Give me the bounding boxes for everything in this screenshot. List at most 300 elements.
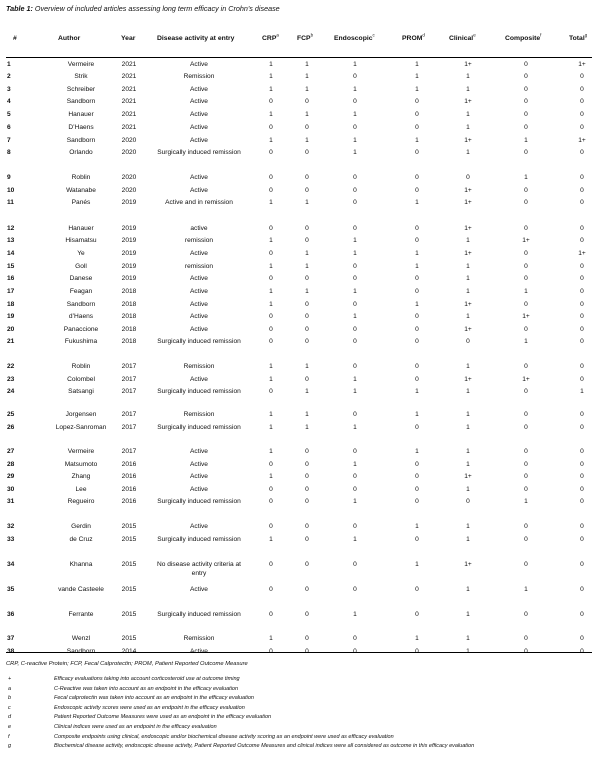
prom-cell: 1 xyxy=(415,448,419,455)
total-cell: 1+ xyxy=(578,61,586,68)
endoscopic-cell: 0 xyxy=(353,199,357,206)
fcp-cell: 1 xyxy=(305,263,309,270)
year-cell: 2014 xyxy=(121,648,137,655)
total-cell: 0 xyxy=(580,111,584,118)
author-cell: Schreiber xyxy=(66,86,96,93)
header-composite xyxy=(505,32,542,47)
activity-cell: Active xyxy=(190,486,208,493)
total-cell: 0 xyxy=(580,225,584,232)
author-cell: Sandborn xyxy=(66,98,96,105)
fcp-cell: 0 xyxy=(305,98,309,105)
header-fcp-label: FCP xyxy=(297,35,311,42)
header-fcp xyxy=(297,32,314,47)
clinical-cell: 1 xyxy=(466,388,470,395)
row-number: 37 xyxy=(7,635,15,642)
endoscopic-cell: 0 xyxy=(353,448,357,455)
author-cell: Lopez-Sanroman xyxy=(55,424,107,431)
footnote-text: Patient Reported Outcome Measures were used as an endpoint in the efficacy evaluation xyxy=(54,714,272,721)
endoscopic-cell: 1 xyxy=(353,111,357,118)
composite-cell: 0 xyxy=(524,149,528,156)
total-cell: 0 xyxy=(580,263,584,270)
fcp-cell: 1 xyxy=(305,111,309,118)
crp-cell: 0 xyxy=(269,338,273,345)
endoscopic-cell: 0 xyxy=(353,174,357,181)
activity-cell: Remission xyxy=(183,411,215,418)
header-prom-label: PROM xyxy=(402,35,423,42)
prom-cell: 0 xyxy=(415,326,419,333)
endoscopic-cell: 1 xyxy=(353,313,357,320)
total-cell: 0 xyxy=(580,536,584,543)
composite-cell: 0 xyxy=(524,635,528,642)
fcp-cell: 1 xyxy=(305,61,309,68)
endoscopic-cell: 0 xyxy=(353,561,357,568)
fcp-cell: 1 xyxy=(305,288,309,295)
composite-cell: 0 xyxy=(524,411,528,418)
clinical-cell: 1 xyxy=(466,648,470,655)
activity-cell: Remission xyxy=(183,635,215,642)
crp-cell: 0 xyxy=(269,611,273,618)
year-cell: 2021 xyxy=(121,61,137,68)
activity-cell: Active xyxy=(190,187,208,194)
total-cell: 0 xyxy=(580,424,584,431)
header-crp-label: CRP xyxy=(262,35,277,42)
activity-cell: Remission xyxy=(183,363,215,370)
header-clinical-label: Clinical xyxy=(449,35,474,42)
prom-cell: 0 xyxy=(415,498,419,505)
clinical-cell: 0 xyxy=(466,498,470,505)
header-clinical-sup: e xyxy=(473,32,476,38)
composite-cell: 1 xyxy=(524,498,528,505)
clinical-cell: 1+ xyxy=(464,561,472,568)
footnote-symbol: g xyxy=(8,743,12,750)
footnote xyxy=(0,743,600,752)
prom-cell: 1 xyxy=(415,73,419,80)
endoscopic-cell: 1 xyxy=(353,250,357,257)
header-endoscopic-label: Endoscopic xyxy=(334,35,373,42)
crp-cell: 0 xyxy=(269,275,273,282)
total-cell: 0 xyxy=(580,275,584,282)
crp-cell: 0 xyxy=(269,498,273,505)
composite-cell: 0 xyxy=(524,86,528,93)
clinical-cell: 1 xyxy=(466,411,470,418)
activity-cell: Active xyxy=(190,313,208,320)
total-cell: 0 xyxy=(580,124,584,131)
endoscopic-cell: 1 xyxy=(353,388,357,395)
fcp-cell: 0 xyxy=(305,174,309,181)
table-bottom-rule xyxy=(6,652,592,653)
activity-cell: remission xyxy=(184,237,214,244)
total-cell: 0 xyxy=(580,199,584,206)
fcp-cell: 0 xyxy=(305,237,309,244)
row-number: 34 xyxy=(7,561,15,568)
activity-cell: Active xyxy=(190,174,208,181)
endoscopic-cell: 1 xyxy=(353,237,357,244)
clinical-cell: 1+ xyxy=(464,376,472,383)
endoscopic-cell: 1 xyxy=(353,424,357,431)
fcp-cell: 0 xyxy=(305,461,309,468)
crp-cell: 1 xyxy=(269,288,273,295)
endoscopic-cell: 0 xyxy=(353,301,357,308)
year-cell: 2021 xyxy=(121,98,137,105)
footnote-symbol: e xyxy=(8,724,12,730)
crp-cell: 0 xyxy=(269,586,273,593)
crp-cell: 1 xyxy=(269,448,273,455)
prom-cell: 0 xyxy=(415,313,419,320)
prom-cell: 0 xyxy=(415,98,419,105)
fcp-cell: 0 xyxy=(305,635,309,642)
author-cell: Goll xyxy=(75,263,87,270)
prom-cell: 1 xyxy=(415,635,419,642)
prom-cell: 0 xyxy=(415,461,419,468)
crp-cell: 1 xyxy=(269,73,273,80)
clinical-cell: 1 xyxy=(466,486,470,493)
fcp-cell: 0 xyxy=(305,301,309,308)
author-cell: Strik xyxy=(74,73,88,80)
clinical-cell: 1+ xyxy=(464,61,472,68)
total-cell: 0 xyxy=(580,486,584,493)
total-cell: 0 xyxy=(580,363,584,370)
crp-cell: 0 xyxy=(269,250,273,257)
endoscopic-cell: 0 xyxy=(353,98,357,105)
fcp-cell: 0 xyxy=(305,536,309,543)
row-number: 33 xyxy=(7,536,15,543)
composite-cell: 0 xyxy=(524,648,528,655)
endoscopic-cell: 0 xyxy=(353,124,357,131)
year-cell: 2019 xyxy=(121,237,137,244)
row-number: 14 xyxy=(7,250,15,257)
year-cell: 2021 xyxy=(121,73,137,80)
year-cell: 2015 xyxy=(121,586,137,593)
header-prom xyxy=(402,32,425,47)
author-cell: d’Haens xyxy=(68,313,94,320)
table-title-prefix: Table 1: xyxy=(6,4,33,13)
year-cell: 2021 xyxy=(121,111,137,118)
composite-cell: 0 xyxy=(524,263,528,270)
endoscopic-cell: 0 xyxy=(353,263,357,270)
composite-cell: 0 xyxy=(524,124,528,131)
row-number: 23 xyxy=(7,376,15,383)
endoscopic-cell: 1 xyxy=(353,149,357,156)
total-cell: 0 xyxy=(580,86,584,93)
total-cell: 1 xyxy=(580,388,584,395)
header-crp-sup: a xyxy=(276,32,279,38)
author-cell: Watanabe xyxy=(66,187,96,194)
clinical-cell: 1+ xyxy=(464,187,472,194)
prom-cell: 0 xyxy=(415,648,419,655)
fcp-cell: 0 xyxy=(305,611,309,618)
row-number: 27 xyxy=(7,448,15,455)
total-cell: 0 xyxy=(580,461,584,468)
year-cell: 2016 xyxy=(121,461,137,468)
year-cell: 2017 xyxy=(121,363,137,370)
activity-cell: No disease activity criteria at entry xyxy=(157,561,241,577)
author-cell: Hisamatsu xyxy=(65,237,97,244)
fcp-cell: 1 xyxy=(305,199,309,206)
author-cell: Sandborn xyxy=(66,301,96,308)
clinical-cell: 1 xyxy=(466,523,470,530)
crp-cell: 0 xyxy=(269,98,273,105)
total-cell: 0 xyxy=(580,611,584,618)
year-cell: 2020 xyxy=(121,174,137,181)
footnote-text: Efficacy evaluations taking into account corticosteroid use at outcome timing xyxy=(54,676,240,682)
row-number: 16 xyxy=(7,275,15,282)
clinical-cell: 1 xyxy=(466,73,470,80)
endoscopic-cell: 0 xyxy=(353,73,357,80)
author-cell: D’Haens xyxy=(68,124,94,131)
activity-cell: Active xyxy=(190,124,208,131)
header-activity: Disease activity at entry xyxy=(157,35,235,42)
header-fcp-sup: b xyxy=(310,32,314,38)
clinical-cell: 1+ xyxy=(464,473,472,480)
endoscopic-cell: 1 xyxy=(353,498,357,505)
year-cell: 2016 xyxy=(121,473,137,480)
activity-cell: Surgically induced remission xyxy=(157,536,241,543)
author-cell: Khanna xyxy=(69,561,93,568)
clinical-cell: 1+ xyxy=(464,199,472,206)
crp-cell: 1 xyxy=(269,263,273,270)
row-number: 24 xyxy=(7,388,15,395)
clinical-cell: 1 xyxy=(466,448,470,455)
composite-cell: 0 xyxy=(524,61,528,68)
fcp-cell: 1 xyxy=(305,424,309,431)
clinical-cell: 1 xyxy=(466,288,470,295)
header-total xyxy=(569,32,588,47)
footnote-text: C-Reactive was taken into account as an endpoint in the efficacy evaluation xyxy=(54,685,239,692)
prom-cell: 0 xyxy=(415,225,419,232)
clinical-cell: 1+ xyxy=(464,326,472,333)
year-cell: 2017 xyxy=(121,424,137,431)
activity-cell: Surgically induced remission xyxy=(157,424,241,431)
activity-cell: active xyxy=(190,225,208,232)
year-cell: 2016 xyxy=(121,498,137,505)
footnote-text: Clinical indices were used as an endpoint in the efficacy evaluation xyxy=(54,724,217,730)
footnote xyxy=(0,695,600,704)
year-cell: 2015 xyxy=(121,635,137,642)
footnote xyxy=(0,714,600,723)
row-number: 18 xyxy=(7,301,15,308)
crp-cell: 1 xyxy=(269,635,273,642)
fcp-cell: 1 xyxy=(305,73,309,80)
activity-cell: Active xyxy=(190,326,208,333)
composite-cell: 0 xyxy=(524,486,528,493)
fcp-cell: 0 xyxy=(305,338,309,345)
prom-cell: 1 xyxy=(415,86,419,93)
clinical-cell: 1 xyxy=(466,124,470,131)
activity-cell: Active xyxy=(190,376,208,383)
endoscopic-cell: 1 xyxy=(353,376,357,383)
activity-cell: Active xyxy=(190,288,208,295)
footnote-symbol: f xyxy=(8,733,10,740)
prom-cell: 1 xyxy=(415,561,419,568)
author-cell: Roblin xyxy=(71,363,91,370)
year-cell: 2021 xyxy=(121,86,137,93)
total-cell: 1+ xyxy=(578,137,586,144)
prom-cell: 0 xyxy=(415,149,419,156)
crp-cell: 0 xyxy=(269,461,273,468)
row-number: 20 xyxy=(7,326,15,333)
total-cell: 0 xyxy=(580,448,584,455)
header-crp xyxy=(262,32,279,47)
author-cell: Ferrante xyxy=(68,611,94,618)
activity-cell: Active xyxy=(190,98,208,105)
fcp-cell: 0 xyxy=(305,473,309,480)
total-cell: 0 xyxy=(580,523,584,530)
activity-cell: Active xyxy=(190,111,208,118)
clinical-cell: 1 xyxy=(466,461,470,468)
year-cell: 2017 xyxy=(121,411,137,418)
total-cell: 1+ xyxy=(578,250,586,257)
table-title-text: Overview of included articles assessing long term efficacy in Crohn’s disease xyxy=(32,4,280,13)
row-number: 7 xyxy=(7,137,11,144)
author-cell: Hanauer xyxy=(68,111,94,118)
crp-cell: 0 xyxy=(269,124,273,131)
row-number: 8 xyxy=(7,149,11,156)
author-cell: Fukushima xyxy=(64,338,98,345)
crp-cell: 0 xyxy=(269,388,273,395)
row-number: 32 xyxy=(7,523,15,530)
clinical-cell: 1 xyxy=(466,313,470,320)
author-cell: Matsumoto xyxy=(64,461,98,468)
year-cell: 2015 xyxy=(121,561,137,568)
author-cell: Hanauer xyxy=(68,225,94,232)
row-number: 13 xyxy=(7,237,15,244)
composite-cell: 0 xyxy=(524,448,528,455)
crp-cell: 0 xyxy=(269,326,273,333)
footnote-text: Biochemical disease activity, endoscopic disease activity, Patient Reported Outcome Measures and clinical indices were all considered as outcome in this efficacy evaluation xyxy=(54,743,475,750)
clinical-cell: 1 xyxy=(466,611,470,618)
fcp-cell: 0 xyxy=(305,326,309,333)
activity-cell: Active xyxy=(190,461,208,468)
endoscopic-cell: 0 xyxy=(353,473,357,480)
composite-cell: 1+ xyxy=(522,313,530,320)
composite-cell: 1 xyxy=(524,174,528,181)
total-cell: 0 xyxy=(580,301,584,308)
year-cell: 2015 xyxy=(121,523,137,530)
crp-cell: 0 xyxy=(269,561,273,568)
prom-cell: 0 xyxy=(415,586,419,593)
author-cell: Ye xyxy=(77,250,85,257)
total-cell: 0 xyxy=(580,338,584,345)
author-cell: Satsangi xyxy=(68,388,94,395)
crp-cell: 0 xyxy=(269,187,273,194)
prom-cell: 1 xyxy=(415,137,419,144)
prom-cell: 1 xyxy=(415,301,419,308)
crp-cell: 0 xyxy=(269,225,273,232)
endoscopic-cell: 1 xyxy=(353,137,357,144)
clinical-cell: 1 xyxy=(466,586,470,593)
year-cell: 2016 xyxy=(121,486,137,493)
prom-cell: 0 xyxy=(415,363,419,370)
clinical-cell: 1+ xyxy=(464,137,472,144)
total-cell: 0 xyxy=(580,326,584,333)
footnote xyxy=(0,705,600,714)
year-cell: 2015 xyxy=(121,611,137,618)
header-total-sup: g xyxy=(584,32,588,38)
activity-cell: Active xyxy=(190,61,208,68)
endoscopic-cell: 1 xyxy=(353,611,357,618)
crp-cell: 1 xyxy=(269,473,273,480)
year-cell: 2017 xyxy=(121,388,137,395)
total-cell: 0 xyxy=(580,635,584,642)
row-number: 5 xyxy=(7,111,11,118)
fcp-cell: 1 xyxy=(305,363,309,370)
crp-cell: 0 xyxy=(269,149,273,156)
row-number: 36 xyxy=(7,611,15,618)
year-cell: 2019 xyxy=(121,250,137,257)
row-number: 12 xyxy=(7,225,15,232)
author-cell: Feagan xyxy=(69,288,93,295)
prom-cell: 1 xyxy=(415,388,419,395)
composite-cell: 0 xyxy=(524,424,528,431)
author-cell: Vermeire xyxy=(67,61,95,68)
row-number: 1 xyxy=(7,61,11,68)
prom-cell: 1 xyxy=(415,411,419,418)
prom-cell: 0 xyxy=(415,611,419,618)
activity-cell: Active xyxy=(190,473,208,480)
footnote-symbol: d xyxy=(8,714,12,721)
footnote-text: Composite endpoints using clinical, endoscopic and/or biochemical disease activity scoring as an endpoint were used as efficacy evaluation xyxy=(54,733,394,740)
crp-cell: 1 xyxy=(269,376,273,383)
endoscopic-cell: 0 xyxy=(353,411,357,418)
total-cell: 0 xyxy=(580,586,584,593)
year-cell: 2018 xyxy=(121,313,137,320)
fcp-cell: 0 xyxy=(305,376,309,383)
activity-cell: Active xyxy=(190,86,208,93)
activity-cell: Surgically induced remission xyxy=(157,498,241,505)
prom-cell: 0 xyxy=(415,237,419,244)
author-cell: Vermeire xyxy=(67,448,95,455)
fcp-cell: 0 xyxy=(305,648,309,655)
crp-cell: 1 xyxy=(269,411,273,418)
activity-cell: Active xyxy=(190,523,208,530)
header-author: Author xyxy=(58,35,81,42)
author-cell: Sandborn xyxy=(66,648,96,655)
clinical-cell: 1 xyxy=(466,424,470,431)
composite-cell: 0 xyxy=(524,199,528,206)
endoscopic-cell: 1 xyxy=(353,536,357,543)
composite-cell: 0 xyxy=(524,388,528,395)
composite-cell: 0 xyxy=(524,275,528,282)
crp-cell: 1 xyxy=(269,61,273,68)
footnote xyxy=(0,676,600,685)
footnote-symbol: c xyxy=(8,704,11,711)
fcp-cell: 0 xyxy=(305,275,309,282)
prom-cell: 0 xyxy=(415,424,419,431)
composite-cell: 1+ xyxy=(522,237,530,244)
crp-cell: 1 xyxy=(269,536,273,543)
author-cell: Zhang xyxy=(71,473,91,480)
crp-cell: 1 xyxy=(269,86,273,93)
activity-cell: Active xyxy=(190,137,208,144)
header-endoscopic-sup: c xyxy=(372,32,375,38)
author-cell: Orlando xyxy=(69,149,93,156)
composite-cell: 0 xyxy=(524,473,528,480)
row-number: 11 xyxy=(7,199,14,206)
endoscopic-cell: 0 xyxy=(353,225,357,232)
row-number: 29 xyxy=(7,473,15,480)
clinical-cell: 1+ xyxy=(464,301,472,308)
author-cell: Wenzl xyxy=(71,635,91,642)
clinical-cell: 1 xyxy=(466,536,470,543)
row-number: 4 xyxy=(7,98,11,105)
header-prom-sup: d xyxy=(422,32,425,38)
composite-cell: 0 xyxy=(524,73,528,80)
footnote xyxy=(0,686,600,695)
composite-cell: 0 xyxy=(524,301,528,308)
year-cell: 2021 xyxy=(121,124,137,131)
row-number: 17 xyxy=(7,288,15,295)
clinical-cell: 0 xyxy=(466,338,470,345)
